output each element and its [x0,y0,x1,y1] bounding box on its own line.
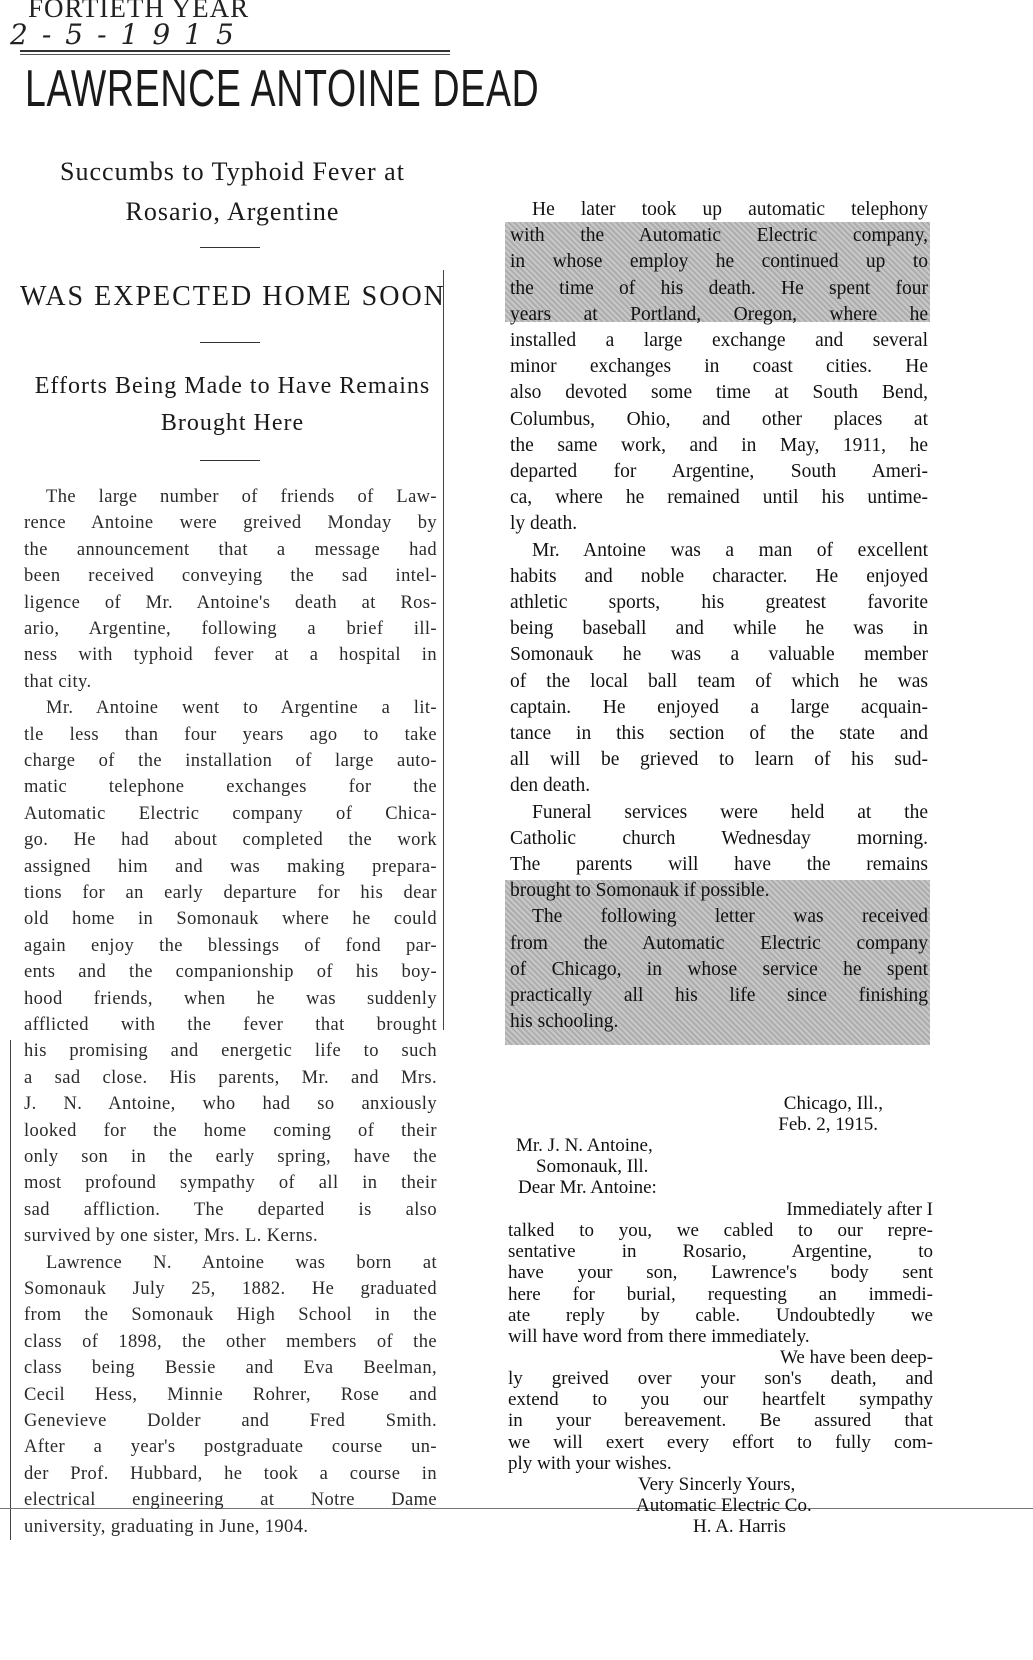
text-line: will have word from there immediately. [508,1327,810,1347]
text-line: old home in Somonauk where he could [24,909,437,930]
text-line: rence Antoine were greived Monday by [24,513,437,534]
divider [200,342,260,343]
text-line: Mr. Antoine was a man of excellent [532,539,928,561]
letter-salutation: Dear Mr. Antoine: [518,1177,657,1198]
divider [200,247,260,248]
text-line: Funeral services were held at the [532,801,928,823]
subhead-line: Succumbs to Typhoid Fever at [60,157,405,186]
text-line: only son in the early spring, have the [24,1147,437,1167]
column-rule [443,270,444,1030]
subhead-line: Efforts Being Made to Have Remains [34,373,431,399]
text-line: class of 1898, the other members of the [24,1331,437,1352]
text-line: The large number of friends of Law- [46,487,437,507]
text-line: hood friends, when he was suddenly [24,988,437,1009]
text-line: Catholic church Wednesday morning. [510,827,928,849]
text-line: that city. [24,671,92,692]
letter [508,1094,933,1544]
letter-line: Immediately after I [786,1199,933,1220]
text-line: again enjoy the blessings of fond par- [24,935,437,956]
letter-line: We have been deep- [779,1347,933,1368]
text-line: der Prof. Hubbard, he took a course in [24,1463,437,1484]
text-line: extend to you our heartfelt sympathy [508,1390,933,1411]
text-line: tions for an early departure for his dear [24,883,437,903]
text-line: Somonauk July 25, 1882. He graduated [24,1279,437,1299]
text-line: Columbus, Ohio, and other places at [510,408,928,430]
text-line: looked for the home coming of their [24,1120,437,1141]
text-line: class being Bessie and Eva Beelman, [24,1358,437,1379]
text-line: all will be grieved to learn of his sud- [510,749,928,771]
text-line: here for burial, requesting an immedi- [508,1284,933,1305]
text-line: of the local ball team of which he was [510,670,928,692]
text-line: ly greived over your son's death, and [508,1369,933,1389]
text-line: tance in this section of the state and [510,723,928,744]
text-line: been received conveying the sad intel- [24,566,437,587]
masthead: FORTIETH YEAR [28,0,250,23]
text-line: university, graduating in June, 1904. [24,1516,309,1537]
text-line: of Chicago, in whose service he spent [510,958,928,980]
text-line: his promising and energetic life to such [24,1041,437,1062]
text-line: most profound sympathy of all in their [24,1173,437,1194]
text-line: Lawrence N. Antoine was born at [46,1252,437,1273]
letter-closing: Very Sincerly Yours, [638,1474,796,1495]
text-line: also devoted some time at South Bend, [510,382,928,404]
text-line: ply with your wishes. [508,1453,672,1474]
letter-date: Feb. 2, 1915. [778,1114,878,1135]
text-line: afflicted with the fever that brought [24,1015,437,1035]
text-line: ario, Argentine, following a brief ill- [24,619,437,639]
text-line: Mr. Antoine went to Argentine a lit- [46,698,437,719]
text-line: captain. He enjoyed a large acquain- [510,696,928,718]
subhead-line: Rosario, Argentine [125,197,340,226]
letter-signature: H. A. Harris [693,1516,786,1537]
text-line: Cecil Hess, Minnie Rohrer, Rose and [24,1384,437,1405]
text-line: go. He had about completed the work [24,830,437,851]
text-line: matic telephone exchanges for the [24,777,437,798]
text-line: charge of the installation of large auto- [24,751,437,771]
text-line: in whose employ he continued up to [510,251,928,273]
text-line: departed for Argentine, South Ameri- [510,461,928,482]
text-line: J. N. Antoine, who had so anxiously [24,1094,437,1115]
subhead-line: Brought Here [160,410,305,436]
masthead-rule [20,50,450,52]
text-line: ness with typhoid fever at a hospital in [24,645,437,666]
text-line: we will exert every effort to fully com- [508,1432,933,1453]
text-line: habits and noble character. He enjoyed [510,565,928,587]
handwritten-date: 2-5-1915 [10,18,248,51]
column-rule [10,1040,11,1540]
text-line: minor exchanges in coast cities. He [510,356,928,378]
text-line: survived by one sister, Mrs. L. Kerns. [24,1226,318,1247]
text-line: have your son, Lawrence's body sent [508,1263,933,1284]
text-line: electrical engineering at Notre Dame [24,1490,437,1511]
text-line: The parents will have the remains [510,854,928,875]
text-line: in your bereavement. Be assured that [508,1411,933,1432]
letter-place: Chicago, Ill., [783,1093,883,1114]
text-line: Somonauk he was a valuable member [510,644,928,666]
text-line: ents and the companionship of his boy- [24,962,437,983]
text-line: sad affliction. The departed is also [24,1199,437,1220]
text-line: sentative in Rosario, Argentine, to [508,1242,933,1263]
text-line: Automatic Electric company of Chica- [24,803,437,824]
text-line: After a year's postgraduate course un- [24,1437,437,1458]
text-line: being baseball and while he was in [510,618,928,640]
text-line: ligence of Mr. Antoine's death at Ros- [24,592,437,613]
text-line: his schooling. [510,1011,619,1033]
text-line: the time of his death. He spent four [510,277,928,299]
text-line: Genevieve Dolder and Fred Smith. [24,1411,437,1431]
text-line: talked to you, we cabled to our repre- [508,1221,933,1241]
text-line: the announcement that a message had [24,539,437,560]
text-line: the same work, and in May, 1911, he [510,434,928,456]
text-line: with the Automatic Electric company, [510,225,928,247]
text-line: athletic sports, his greatest favorite [510,592,928,613]
subhead-caps: WAS EXPECTED HOME SOON [20,281,446,312]
text-line: assigned him and was making prepara- [24,856,437,877]
text-line: The following letter was received [532,906,928,928]
text-line: ly death. [510,513,578,535]
text-line: from the Automatic Electric company [510,932,928,954]
text-line: a sad close. His parents, Mr. and Mrs. [24,1067,437,1088]
text-line: brought to Somonauk if possible. [510,880,770,902]
letter-addressee: Mr. J. N. Antoine, [516,1135,653,1156]
text-line: ate reply by cable. Undoubtedly we [508,1305,933,1326]
text-line: from the Somonauk High School in the [24,1305,437,1326]
text-line: den death. [510,775,591,797]
text-line: years at Portland, Oregon, where he [510,303,928,325]
headline: LAWRENCE ANTOINE DEAD [25,60,540,118]
text-line: He later took up automatic telephony [532,199,928,220]
text-line: ca, where he remained until his untime- [510,487,928,509]
text-line: tle less than four years ago to take [24,724,437,745]
masthead-rule [20,54,450,55]
text-line: installed a large exchange and several [510,330,928,351]
text-line: practically all his life since finishing [510,985,928,1006]
letter-company: Automatic Electric Co. [636,1495,812,1516]
divider [200,460,260,461]
letter-address: Somonauk, Ill. [536,1156,649,1177]
